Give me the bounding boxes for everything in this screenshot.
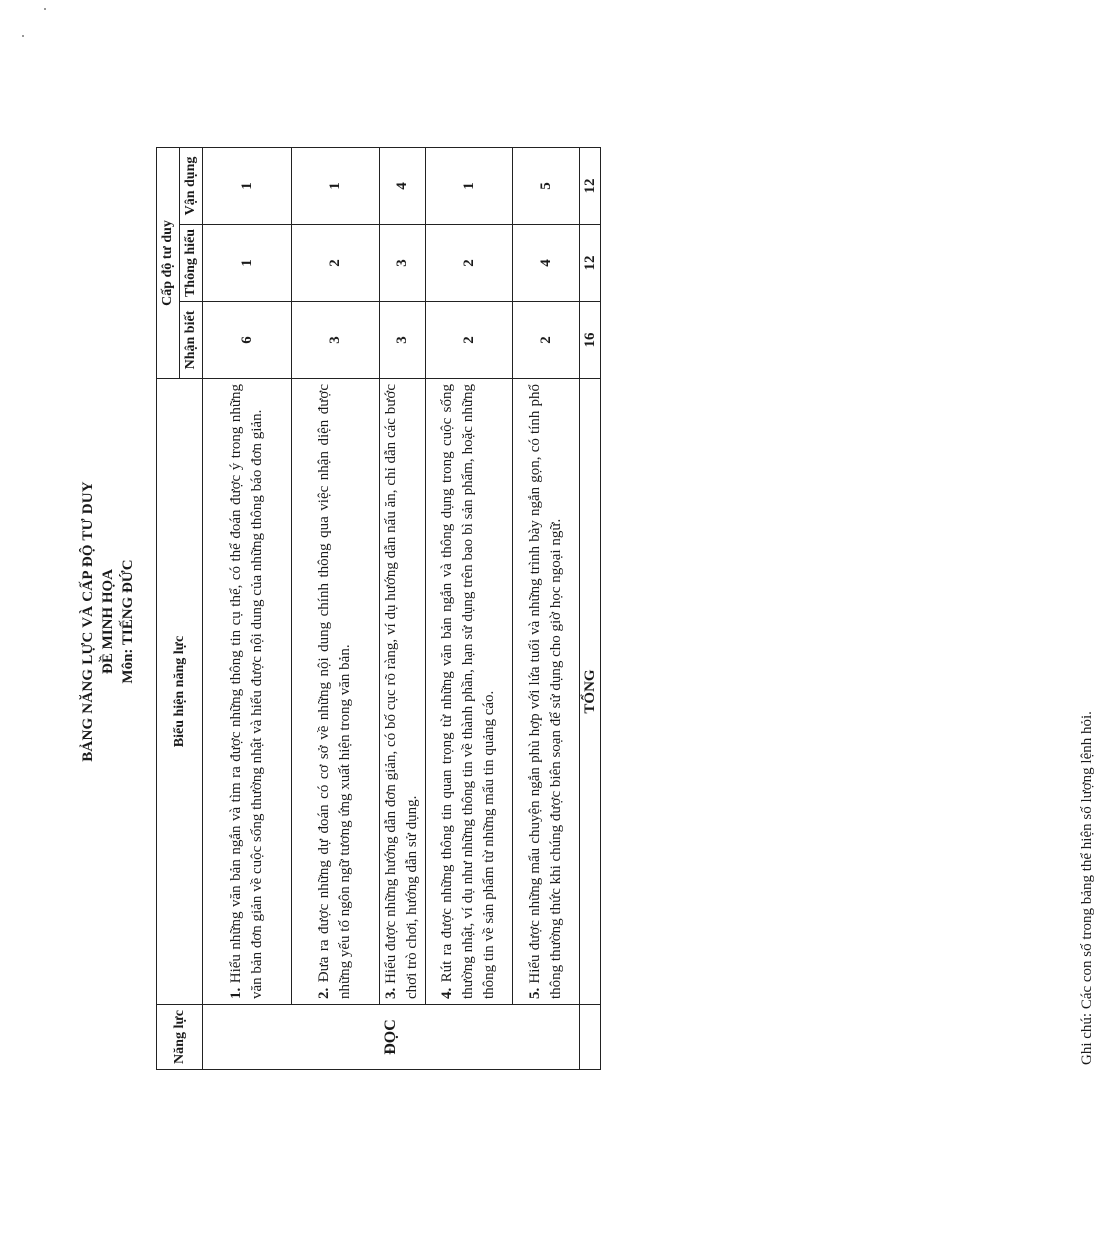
row-description xyxy=(292,379,380,1005)
row-number: 2. xyxy=(316,987,332,999)
header-level-recognize: Nhận biết xyxy=(180,302,203,379)
document-title: BẢNG NĂNG LỰC VÀ CẤP ĐỘ TƯ DUY xyxy=(80,481,96,762)
cell-apply: 1 xyxy=(426,147,513,224)
row-description xyxy=(426,379,513,1005)
total-label: TỔNG xyxy=(580,379,601,1005)
cell-recognize: 2 xyxy=(513,302,580,379)
header-level-understand: Thông hiểu xyxy=(180,225,203,302)
header-competency: Năng lực xyxy=(157,1005,203,1070)
scan-speck xyxy=(44,8,46,10)
document-subject: Môn: TIẾNG ĐỨC xyxy=(120,559,136,684)
row-text: Hiểu được những mẩu chuyện ngắn phù hợp với lứa tuổi và những trình bày ngắn gọn, có tính phổ thông thường thức khi chúng được biên soạn để sử dụng cho giờ học ngoại ngữ. xyxy=(526,384,564,999)
cell-apply: 1 xyxy=(203,147,292,224)
header-description: Biểu hiện năng lực xyxy=(157,379,203,1005)
table-row xyxy=(426,147,513,1069)
row-number: 1. xyxy=(227,987,244,999)
cell-apply: 5 xyxy=(513,147,580,224)
cell-understand: 4 xyxy=(513,225,580,302)
row-description xyxy=(380,379,426,1005)
cell-recognize: 2 xyxy=(426,302,513,379)
row-number: 5. xyxy=(526,987,543,999)
cell-understand: 2 xyxy=(292,225,380,302)
row-number: 4. xyxy=(439,987,455,999)
cell-understand: 1 xyxy=(203,225,292,302)
table-header-row xyxy=(157,147,180,1069)
cell-recognize: 3 xyxy=(380,302,426,379)
domain-cell: ĐỌC xyxy=(203,1005,580,1070)
row-number: 3. xyxy=(383,987,399,999)
row-text: Hiểu được những hướng dẫn đơn giản, có bố cục rõ ràng, ví dụ hướng dẫn nấu ăn, chỉ dẫn các bước chơi trò chơi, hướng dẫn sử dụng. xyxy=(383,384,420,999)
cell-apply: 1 xyxy=(292,147,380,224)
row-text: Hiểu những văn bản ngắn và tìm ra được những thông tin cụ thể, có thể đoán được ý trong những văn bản đơn giản về cuộc sống thường nhật và hiểu được nội dung của những thông báo đơn giản. xyxy=(227,384,265,999)
table-row xyxy=(292,147,380,1069)
total-apply: 12 xyxy=(580,147,601,224)
document-subtitle: ĐỀ MINH HỌA xyxy=(100,569,116,674)
scan-speck xyxy=(22,35,24,37)
row-text: Đưa ra được những dự đoán có cơ sở về những nội dung chính thông qua việc nhận diện được những yếu tố ngôn ngữ tương ứng xuất hiện trong văn bản. xyxy=(316,384,353,999)
header-level-apply: Vận dụng xyxy=(180,147,203,224)
footnote: Ghi chú: Các con số trong bảng thể hiện số lượng lệnh hỏi. xyxy=(1079,711,1095,1065)
row-text: Rút ra được những thông tin quan trọng từ những văn bản ngắn và thông dụng trong cuộc sống thường nhật, ví dụ như những thông tin về thành phần, hạn sử dụng trên bao bì sản phẩm, hoặc những thông tin về sản phẩm từ những mẩu tin quảng cáo. xyxy=(439,384,497,999)
cell-understand: 3 xyxy=(380,225,426,302)
total-understand: 12 xyxy=(580,225,601,302)
cell-apply: 4 xyxy=(380,147,426,224)
table-row xyxy=(513,147,580,1069)
cell-understand: 2 xyxy=(426,225,513,302)
total-empty-cell xyxy=(580,1005,601,1070)
table-row xyxy=(203,147,292,1069)
row-description xyxy=(513,379,580,1005)
header-levels-group: Cấp độ tư duy xyxy=(157,147,180,378)
cell-recognize: 6 xyxy=(203,302,292,379)
cell-recognize: 3 xyxy=(292,302,380,379)
total-row xyxy=(580,147,601,1069)
competency-table xyxy=(156,147,601,1070)
total-recognize: 16 xyxy=(580,302,601,379)
row-description xyxy=(203,379,292,1005)
table-row xyxy=(380,147,426,1069)
